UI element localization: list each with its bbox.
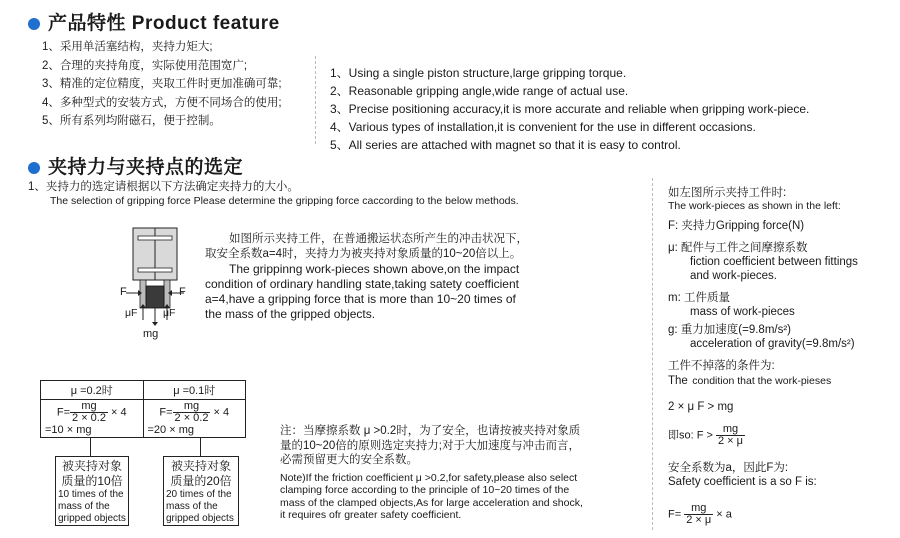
box-cn-line: 质量的10倍 xyxy=(61,474,123,488)
section-gripping-title xyxy=(28,152,243,179)
feature-en-item: 2、Reasonable gripping angle,wide range of actual use. xyxy=(330,84,629,98)
def-g-en: acceleration of gravity(=9.8m/s²) xyxy=(690,338,855,350)
fraction xyxy=(70,401,108,424)
note-en-line: clamping force according to the principle of 10~20 times of the xyxy=(280,484,570,496)
eq-so-prefix: 即so: F > xyxy=(668,429,713,442)
box-en-line: gripped objects xyxy=(166,513,234,524)
label-f-right: F xyxy=(179,286,186,298)
fraction-num: mg xyxy=(70,401,108,413)
feature-cn-item: 2、合理的夹持角度，实际使用范围宽广; xyxy=(42,59,248,72)
fraction xyxy=(173,401,211,424)
section-feature-title xyxy=(28,8,280,35)
condition-en-lead: The xyxy=(668,375,688,387)
feature-cn-item: 4、多种型式的安装方式，方便不同场合的使用; xyxy=(42,96,282,109)
box-en-line: 20 times of the xyxy=(166,489,232,500)
formula-mult: × 4 xyxy=(213,406,230,419)
feature-en-item: 4、Various types of installation,it is convenient for the use in different occasions. xyxy=(330,120,756,134)
condition-cn: 工件不掉落的条件为: xyxy=(668,360,775,372)
box-en-line: mass of the xyxy=(58,501,110,512)
finger-right xyxy=(164,280,170,308)
note-en-line: mass of the clamped objects,As for large acceleration and shock, xyxy=(280,496,583,509)
note-cn-line: 注：当摩擦系数 μ >0.2时，为了安全，也请按被夹持对象质 xyxy=(280,425,581,437)
gripping-title-text: 夹持力与夹持点的选定 xyxy=(48,157,244,178)
feature-cn-item: 1、采用单活塞结构，夹持力矩大; xyxy=(42,41,213,53)
fraction-den: 2 × μ xyxy=(718,435,743,447)
equation-final xyxy=(668,503,896,526)
feature-en-item: 5、All series are attached with magnet so that it is easy to control. xyxy=(330,138,681,152)
desc-en-line: condition of ordinary handling state,taking satety coefficient xyxy=(205,277,519,291)
box-en-line: gripped objects xyxy=(58,513,126,524)
fraction-den: 2 × 0.2 xyxy=(174,412,209,424)
gripper-diagram xyxy=(118,222,193,344)
formula-result: =20 × mg xyxy=(147,424,194,436)
connector-line xyxy=(200,438,201,456)
feature-cn-item: 5、所有系列均附磁石，便于控制。 xyxy=(42,115,221,127)
formula-table xyxy=(40,380,246,438)
label-uf-right: μF xyxy=(163,307,176,319)
def-f: F: 夹持力Gripping force(N) xyxy=(668,220,805,232)
eq-final-suffix: × a xyxy=(716,508,732,521)
finger-left xyxy=(140,280,146,308)
def-mu-en: and work-pieces. xyxy=(690,270,777,282)
eq-final-prefix: F= xyxy=(668,508,682,521)
fraction xyxy=(716,424,745,447)
desc-cn-line: 取安全系数a=4时，夹持力为被夹持对象质量的10~20倍以上。 xyxy=(205,248,522,260)
fraction-den: 2 × μ xyxy=(686,514,712,526)
desc-cn-line: 如图所示夹持工件，在普通搬运状态所产生的冲击状况下， xyxy=(229,233,528,245)
note-cn-line: 必需预留更大的安全系数。 xyxy=(280,454,418,466)
work-piece xyxy=(146,286,164,308)
fraction-den: 2 × 0.2 xyxy=(72,412,106,424)
fraction-num: mg xyxy=(716,424,745,436)
desc-en-line: the mass of the gripped objects. xyxy=(205,307,376,321)
box-en-line: mass of the xyxy=(166,501,218,512)
note-block xyxy=(280,424,583,522)
table-formula-cell xyxy=(143,400,246,438)
gripping-description xyxy=(205,232,528,322)
result-box-20x xyxy=(163,456,239,526)
right-column xyxy=(668,186,896,526)
note-en-line: Note)If the friction coefficient μ >0.2,for safety,please also select xyxy=(280,471,578,484)
feature-title-text: 产品特性 Product feature xyxy=(48,13,280,34)
box-cn-line: 被夹持对象 xyxy=(61,459,122,473)
desc-en-line: a=4,have a gripping force that is more than 10~20 times of xyxy=(205,292,516,306)
def-g-cn: g: 重力加速度(=9.8m/s²) xyxy=(668,324,792,336)
divider xyxy=(652,178,653,530)
box-en-line: 10 times of the xyxy=(58,489,124,500)
note-cn-line: 量的10~20倍的原则选定夹持力;对于大加速度与冲击而言， xyxy=(280,439,580,452)
table-formula-cell xyxy=(41,400,144,438)
gripping-sub-cn: 1、夹持力的选定请根据以下方法确定夹持力的大小。 xyxy=(28,181,299,193)
feature-list-cn xyxy=(42,38,282,131)
safety-cn: 安全系数为a，因此F为: xyxy=(668,462,789,474)
feature-cn-item: 3、精准的定位精度，夹取工件时更加准确可靠; xyxy=(42,78,282,90)
arrowhead xyxy=(152,322,158,326)
gripping-sub-en: The selection of gripping force Please determine the gripping force caccording to the below methods. xyxy=(50,195,519,207)
condition-en-rest: condition that the work-pieses xyxy=(692,375,832,387)
label-f-left: F xyxy=(120,286,127,298)
bullet-icon xyxy=(28,18,40,30)
right-intro-en: The work-pieces as shown in the left: xyxy=(668,200,841,212)
right-intro-cn: 如左图所示夹持工件时: xyxy=(668,187,787,199)
bullet-icon xyxy=(28,162,40,174)
formula-prefix: F= xyxy=(159,406,173,419)
note-en-line: it requires ofr greater safety coefficient. xyxy=(280,509,462,521)
def-m-cn: m: 工件质量 xyxy=(668,292,730,304)
divider xyxy=(315,56,316,144)
cylinder-slot xyxy=(138,268,172,272)
feature-en-item: 3、Precise positioning accuracy,it is more accurate and reliable when gripping work-piece. xyxy=(330,102,810,116)
def-mu-en: fiction coefficient between fittings xyxy=(690,256,858,268)
equation-condition: 2 × μ F > mg xyxy=(668,401,734,413)
feature-en-item: 1、Using a single piston structure,large gripping torque. xyxy=(330,66,627,80)
def-m-en: mass of work-pieces xyxy=(690,306,795,318)
formula-prefix: F= xyxy=(56,406,71,419)
result-box-10x xyxy=(55,456,129,526)
def-mu-cn: μ: 配件与工件之间摩擦系数 xyxy=(668,242,808,254)
box-cn-line: 质量的20倍 xyxy=(170,474,232,488)
table-head-mu02: μ =0.2时 xyxy=(41,381,144,400)
connector-line xyxy=(90,438,91,456)
table-head-mu01: μ =0.1时 xyxy=(143,381,246,400)
fraction xyxy=(684,503,713,526)
desc-en-line: The grippinng work-pieces shown above,on the impact xyxy=(229,262,520,276)
equation-so xyxy=(668,424,896,447)
formula-mult: × 4 xyxy=(111,406,127,419)
box-cn-line: 被夹持对象 xyxy=(170,459,231,473)
feature-list-en xyxy=(330,64,809,154)
safety-en: Safety coefficient is a so F is: xyxy=(668,476,817,488)
label-mg: mg xyxy=(143,328,159,340)
fraction-num: mg xyxy=(684,503,713,515)
fraction-num: mg xyxy=(173,401,211,413)
formula-result: =10 × mg xyxy=(45,424,92,436)
condition-en xyxy=(668,373,896,388)
cylinder-slot xyxy=(138,236,172,240)
label-uf-left: μF xyxy=(125,307,138,319)
